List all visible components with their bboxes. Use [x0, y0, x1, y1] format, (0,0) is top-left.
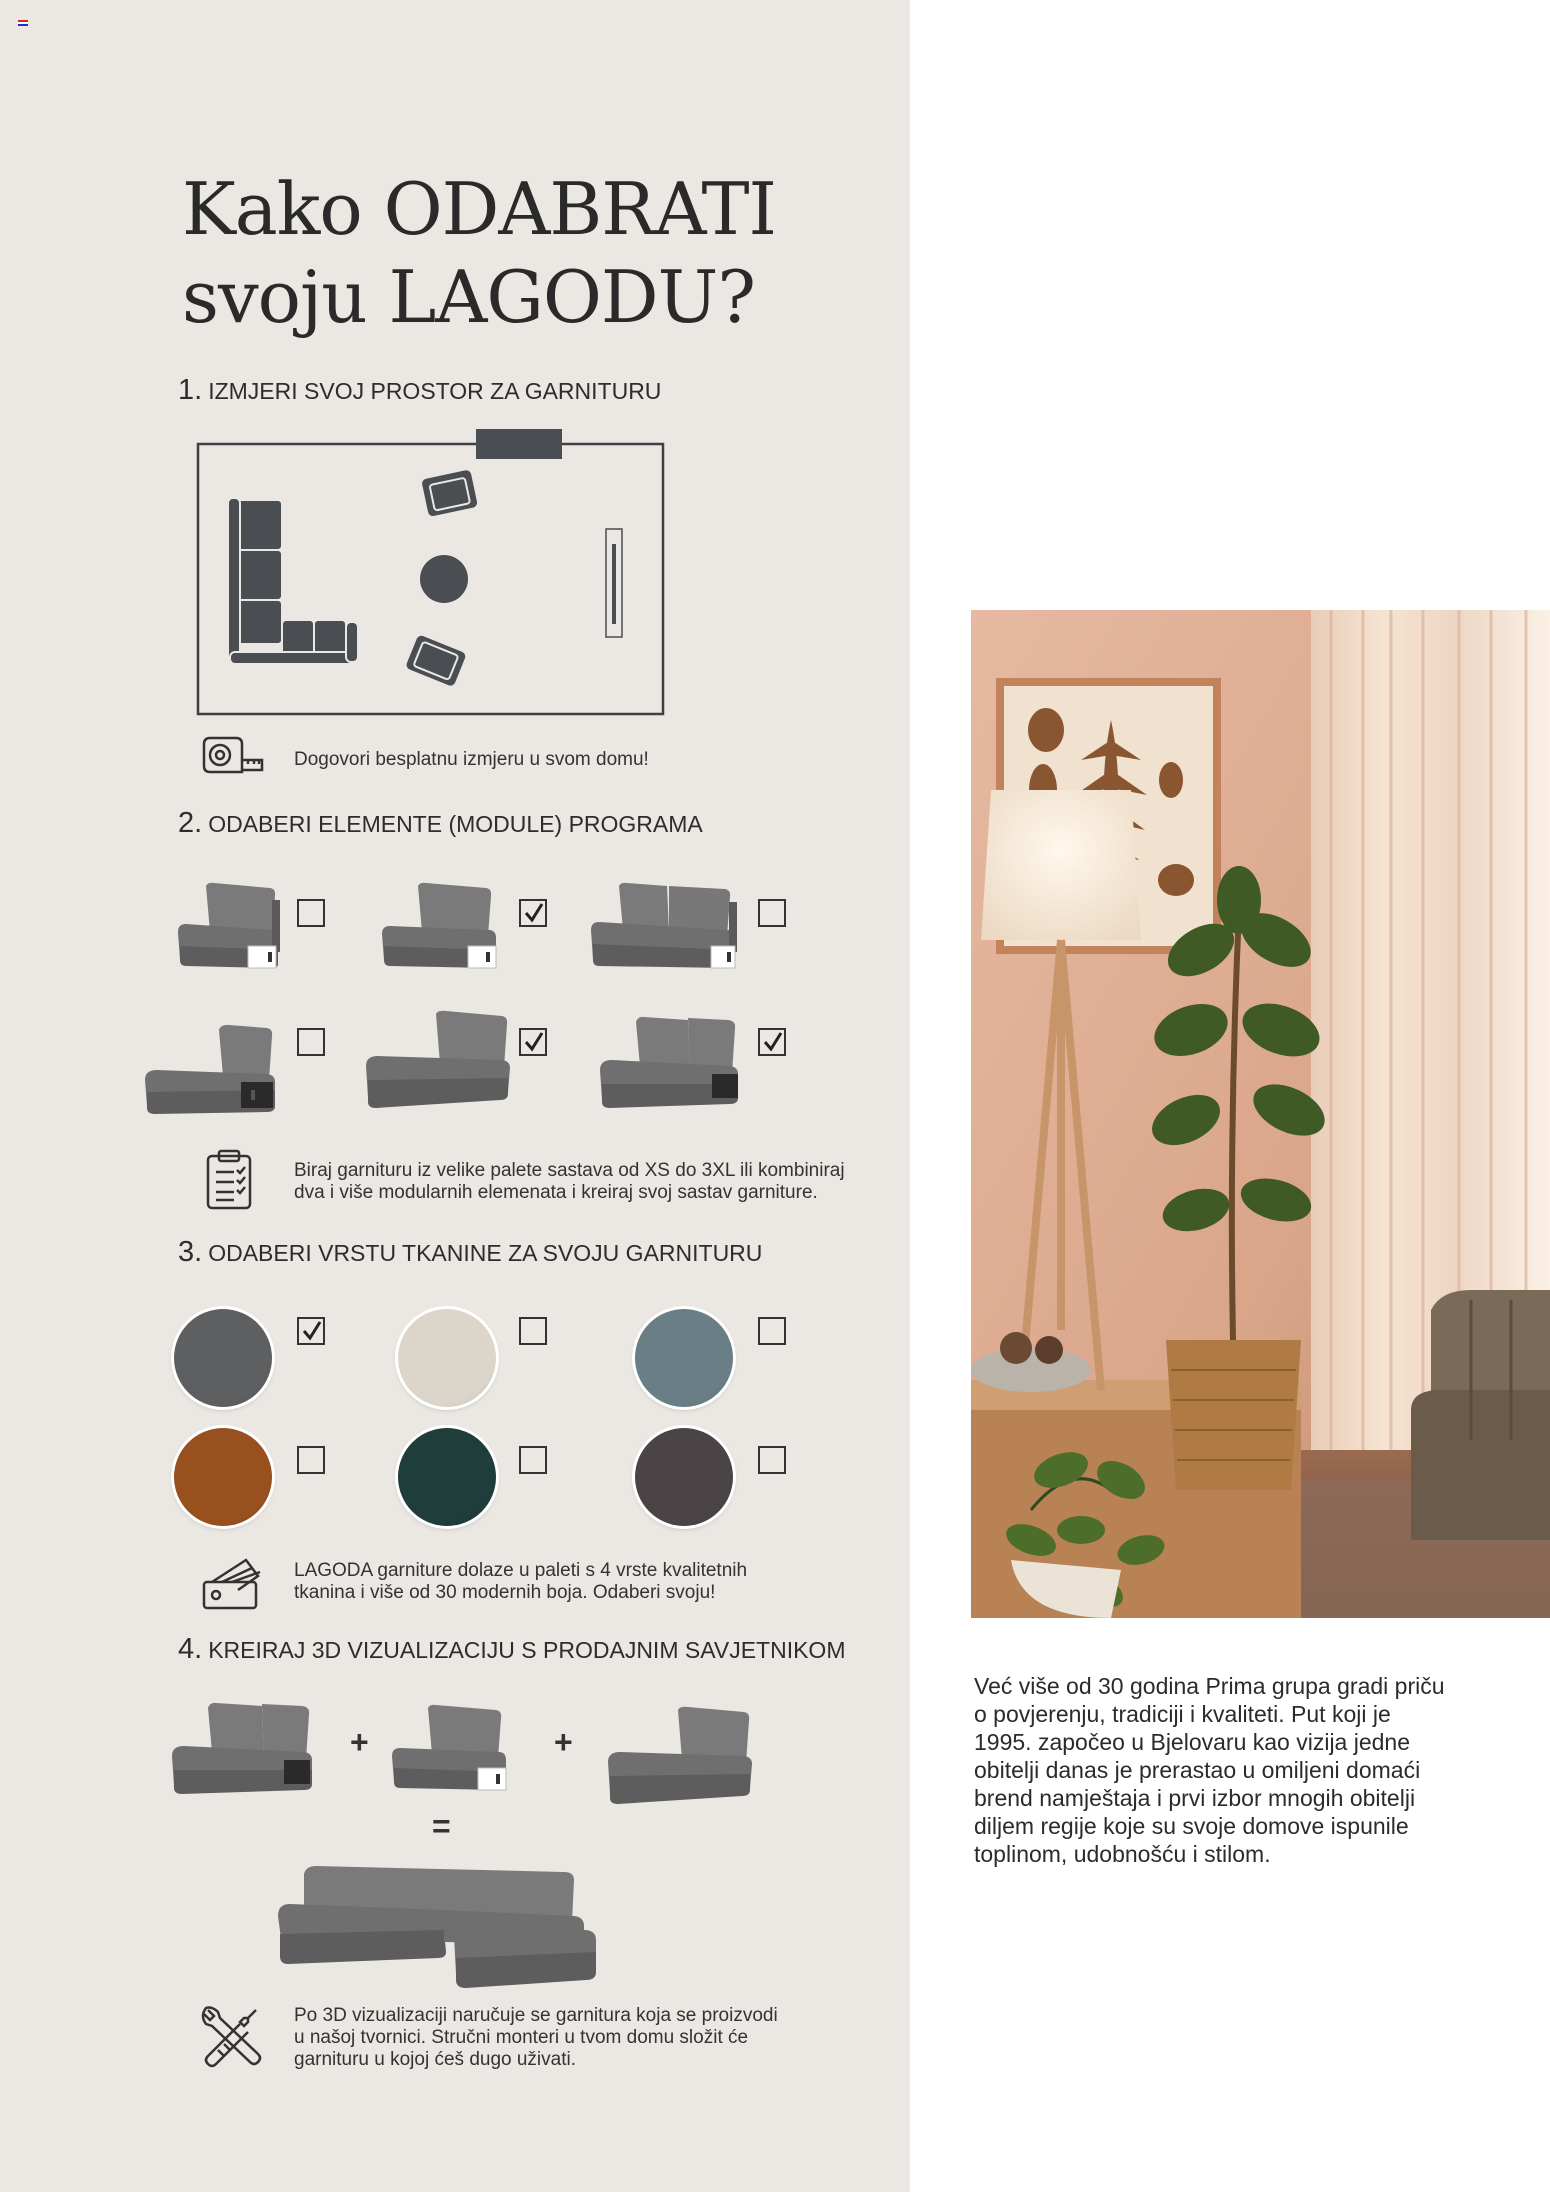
title-line-2: svoju LAGODU?	[182, 255, 755, 339]
modules-note: Biraj garnituru iz velike palete sastava od XS do 3XL ili kombiniraj dva i više modularnih elemenata i kreiraj svoj sastav garniture.	[294, 1160, 845, 1203]
module-checkbox-4[interactable]	[297, 1028, 325, 1056]
step-4-heading: 4. KREIRAJ 3D VIZUALIZACIJU S PRODAJNIM SAVJETNIKOM	[178, 1633, 846, 1665]
fabric-checkbox-5[interactable]	[519, 1446, 547, 1474]
module-checkbox-3[interactable]	[758, 899, 786, 927]
fabric-swatch-taupe[interactable]	[635, 1428, 733, 1526]
tools-icon	[196, 2004, 266, 2070]
module-checkbox-1[interactable]	[297, 899, 325, 927]
fabric-swatch-cognac[interactable]	[174, 1428, 272, 1526]
sofa-module-double-storage-icon	[587, 880, 747, 976]
title-line-1: Kako ODABRATI	[182, 167, 776, 251]
coffee-table-icon	[420, 555, 468, 603]
fabric-swatch-cream[interactable]	[398, 1309, 496, 1407]
module-checkbox-2[interactable]	[519, 899, 547, 927]
sofa-module-storage-icon	[172, 880, 288, 976]
fabric-swatch-blue-grey[interactable]	[635, 1309, 733, 1407]
fabric-checkbox-3[interactable]	[758, 1317, 786, 1345]
fabric-checkbox-6[interactable]	[758, 1446, 786, 1474]
measure-note: Dogovori besplatnu izmjeru u svom domu!	[294, 749, 649, 770]
fabrics-note: LAGODA garniture dolaze u paleti s 4 vrste kvalitetnih tkanina i više od 30 modernih boja. Odaberi svoju!	[294, 1560, 748, 1603]
sofa-module-storage-icon	[388, 1702, 518, 1798]
chaise-module-icon	[362, 1008, 518, 1114]
equals-sign: =	[432, 1808, 451, 1844]
fabric-checkbox-2[interactable]	[519, 1317, 547, 1345]
plus-sign: +	[350, 1724, 369, 1760]
l-sofa-icon	[228, 498, 358, 664]
fabric-swatch-graphite[interactable]	[174, 1309, 272, 1407]
corner-module-icon	[596, 1012, 744, 1116]
croatian-flag-icon	[18, 20, 28, 26]
fabric-checkbox-4[interactable]	[297, 1446, 325, 1474]
brand-story-paragraph: Već više od 30 godina Prima grupa gradi priču o povjerenju, tradiciji i kvaliteti. Put koji je 1995. započeo u Bjelovaru kao vizija jedne obitelji danas je prerastao u omiljeni domaći brend namještaja i prvi izbor mnogih obitelji diljem regije koje su svoje domove ispunile toplinom, udobnošću i stilom.	[974, 1673, 1445, 1867]
module-checkbox-6[interactable]	[758, 1028, 786, 1056]
page-title	[182, 165, 776, 341]
tape-measure-icon	[196, 734, 266, 784]
module-checkbox-5[interactable]	[519, 1028, 547, 1056]
plus-sign: +	[554, 1724, 573, 1760]
room-floor-plan	[195, 426, 667, 718]
chaise-module-icon	[604, 1704, 760, 1810]
clipboard-checklist-icon	[204, 1148, 254, 1212]
armchair-icon	[420, 468, 479, 518]
tv-unit-icon	[476, 429, 562, 459]
fabric-checkbox-1[interactable]	[297, 1317, 325, 1345]
visualize-note: Po 3D vizualizaciji naručuje se garnitura koja se proizvodi u našoj tvornici. Stručni monteri u tvom domu složit će garnituru u kojoj ćeš dugo uživati.	[294, 2005, 778, 2070]
fabric-swatch-dark-green[interactable]	[398, 1428, 496, 1526]
corner-module-icon	[168, 1698, 318, 1798]
armchair-icon	[404, 633, 468, 688]
living-room-photo	[971, 610, 1550, 1618]
fabric-samples-icon	[198, 1552, 266, 1614]
assembled-sofa-icon	[274, 1860, 604, 1992]
chaise-module-storage-icon	[141, 1020, 281, 1120]
step-3-heading: 3. ODABERI VRSTU TKANINE ZA SVOJU GARNITURU	[178, 1236, 763, 1268]
step-2-heading: 2. ODABERI ELEMENTE (MODULE) PROGRAMA	[178, 807, 703, 839]
step-1-heading: 1. IZMJERI SVOJ PROSTOR ZA GARNITURU	[178, 374, 662, 406]
sofa-module-storage-icon	[378, 880, 508, 976]
